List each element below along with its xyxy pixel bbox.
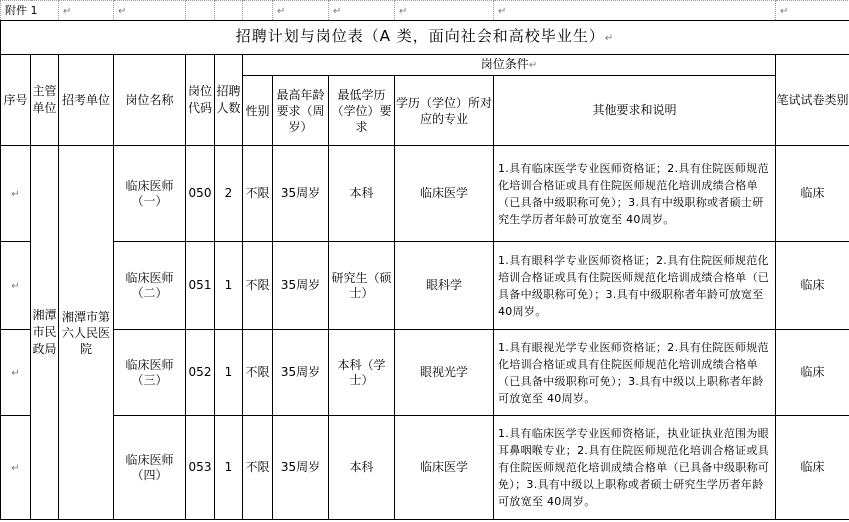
seq-cell: ↵	[1, 146, 31, 242]
major-cell: 临床医学	[395, 146, 494, 242]
top-cell	[215, 1, 243, 21]
top-cell: ↵	[776, 1, 849, 21]
top-cell	[243, 1, 273, 21]
header-min-degree: 最低学历（学位）要求	[329, 76, 395, 146]
other-cell: 1.具有临床医学专业医师资格证；2.具有住院医师规范化培训合格证或具有住院医师规范化培训成绩合格单（已具备中级职称可免）；3.具有中级职称或者硕士研究生学历者年龄可放宽至 40周岁。	[494, 146, 776, 242]
header-unit: 招考单位	[59, 55, 114, 146]
code-cell: 053	[186, 416, 215, 520]
top-cell: ↵	[494, 1, 776, 21]
other-cell: 1.具有眼科学专业医师资格证；2.具有住院医师规范化培训合格证或具有住院医师规范化培训成绩合格单（已具备中级职称可免）；3.具有中级职称者年龄可放宽至 40周岁。	[494, 242, 776, 330]
unit-cell: 湘潭市第六人民医院	[59, 146, 114, 520]
num-cell: 1	[215, 242, 243, 330]
attachment-label: 附件 1	[1, 1, 59, 21]
top-cell: ↵	[114, 1, 186, 21]
age-cell: 35周岁	[273, 242, 329, 330]
degree-cell: 研究生（硕士）	[329, 242, 395, 330]
authority-cell: 湘潭市民政局	[31, 146, 59, 520]
position-name-cell: 临床医师（三）	[114, 330, 186, 416]
table-row	[1, 416, 849, 520]
exam-cell: 临床	[776, 146, 849, 242]
header-seq: 序号	[1, 55, 31, 146]
header-max-age: 最高年龄要求（周岁）	[273, 76, 329, 146]
header-authority: 主管单位	[31, 55, 59, 146]
top-cell: ↵	[59, 1, 114, 21]
gender-cell: 不限	[243, 242, 273, 330]
table-row	[1, 146, 849, 242]
header-exam-type: 笔试试卷类别	[776, 55, 849, 146]
table-title: 招聘计划与岗位表（A 类，面向社会和高校毕业生）↵	[1, 21, 849, 55]
exam-cell: 临床	[776, 416, 849, 520]
seq-cell: ↵	[1, 330, 31, 416]
table-row	[1, 330, 849, 416]
gender-cell: 不限	[243, 416, 273, 520]
age-cell: 35周岁	[273, 330, 329, 416]
other-cell: 1.具有眼视光学专业医师资格证；2.具有住院医师规范化培训合格证或具有住院医师规范化培训成绩合格单（已具备中级职称可免）；3.具有中级以上职称者年龄可放宽至 40周岁。	[494, 330, 776, 416]
num-cell: 2	[215, 146, 243, 242]
exam-cell: 临床	[776, 242, 849, 330]
seq-cell: ↵	[1, 416, 31, 520]
position-name-cell: 临床医师（四）	[114, 416, 186, 520]
gender-cell: 不限	[243, 146, 273, 242]
degree-cell: 本科（学士）	[329, 330, 395, 416]
top-cell: ↵	[395, 1, 494, 21]
major-cell: 临床医学	[395, 416, 494, 520]
header-major: 学历（学位）所对应的专业	[395, 76, 494, 146]
num-cell: 1	[215, 330, 243, 416]
other-cell: 1.具有临床医学专业医师资格证，执业证执业范围为眼耳鼻咽喉专业；2.具有住院医师规范化培训合格证或具有住院医师规范化培训成绩合格单（已具备中级职称可免）；3.具有中级以上职称或者硕士研究生学历者年龄可放宽至 40周岁。	[494, 416, 776, 520]
position-name-cell: 临床医师（一）	[114, 146, 186, 242]
top-cell: ↵	[329, 1, 395, 21]
header-conditions: 岗位条件↵	[243, 55, 776, 76]
major-cell: 眼科学	[395, 242, 494, 330]
seq-cell: ↵	[1, 242, 31, 330]
header-gender: 性别	[243, 76, 273, 146]
num-cell: 1	[215, 416, 243, 520]
code-cell: 050	[186, 146, 215, 242]
major-cell: 眼视光学	[395, 330, 494, 416]
header-position-code: 岗位代码	[186, 55, 215, 146]
table-row	[1, 242, 849, 330]
header-recruit-num: 招聘人数	[215, 55, 243, 146]
exam-cell: 临床	[776, 330, 849, 416]
header-other: 其他要求和说明	[494, 76, 776, 146]
gender-cell: 不限	[243, 330, 273, 416]
age-cell: 35周岁	[273, 146, 329, 242]
code-cell: 051	[186, 242, 215, 330]
header-position-name: 岗位名称	[114, 55, 186, 146]
position-name-cell: 临床医师（二）	[114, 242, 186, 330]
top-cell	[186, 1, 215, 21]
top-cell: ↵	[273, 1, 329, 21]
degree-cell: 本科	[329, 416, 395, 520]
code-cell: 052	[186, 330, 215, 416]
age-cell: 35周岁	[273, 416, 329, 520]
degree-cell: 本科	[329, 146, 395, 242]
